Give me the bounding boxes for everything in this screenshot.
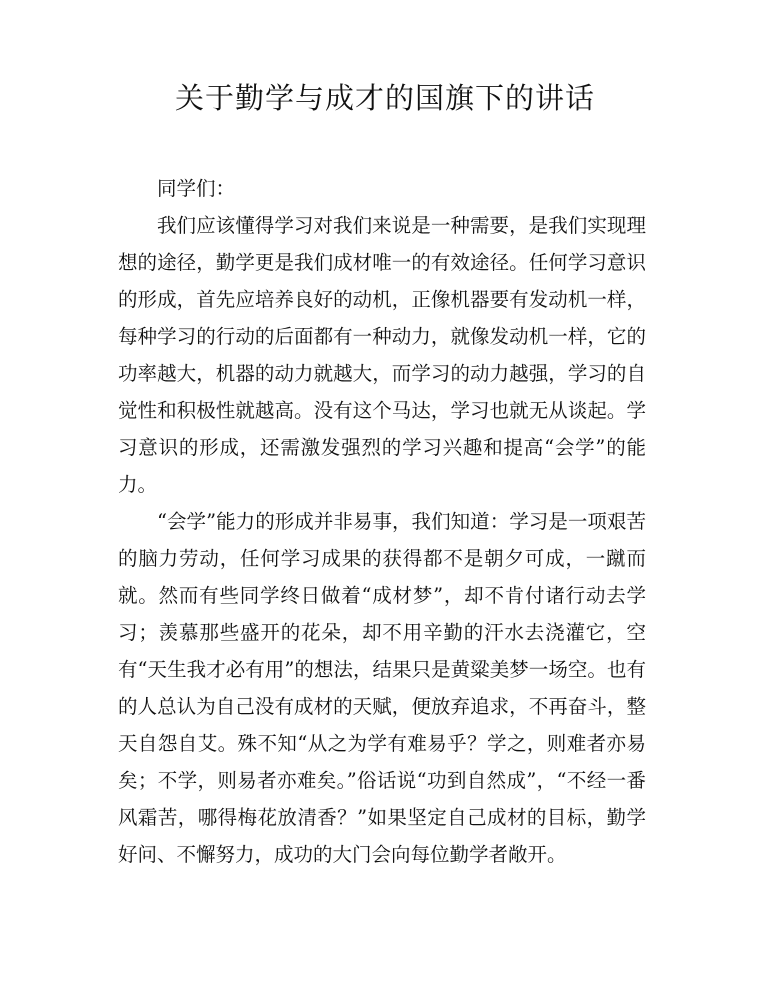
document-body — [118, 170, 646, 873]
paragraph-1: 我们应该懂得学习对我们来说是一种需要，是我们实现理想的途径，勤学更是我们成材唯一的有效途径。任何学习意识的形成，首先应培养良好的动机，正像机器要有发动机一样，每种学习的行动的后面都有一种动力，就像发动机一样，它的功率越大，机器的动力就越大，而学习的动力越强，学习的自觉性和积极性就越高。没有这个马达，学习也就无从谈起。学习意识的形成，还需激发强烈的学习兴趣和提高“会学”的能力。 — [118, 214, 646, 496]
greeting: 同学们： — [157, 177, 236, 200]
document-title: 关于勤学与成才的国旗下的讲话 — [174, 81, 595, 115]
paragraph-2: “会学”能力的形成并非易事，我们知道：学习是一项艰苦的脑力劳动，任何学习成果的获得都不是朝夕可成，一蹴而就。然而有些同学终日做着“成材梦”，却不肯付诸行动去学习；羡慕那些盛开的花朵，却不用辛勤的汗水去浇灌它，空有“天生我才必有用”的想法，结果只是黄粱美梦一场空。也有的人总认为自己没有成材的天赋，便放弃追求，不再奋斗，整天自怨自艾。殊不知“从之为学有难易乎？学之，则难者亦易矣；不学，则易者亦难矣。”俗话说“功到自然成”，“不经一番风霜苦，哪得梅花放清香？”如果坚定自己成材的目标，勤学好问、不懈努力，成功的大门会向每位勤学者敞开。 — [118, 510, 646, 866]
